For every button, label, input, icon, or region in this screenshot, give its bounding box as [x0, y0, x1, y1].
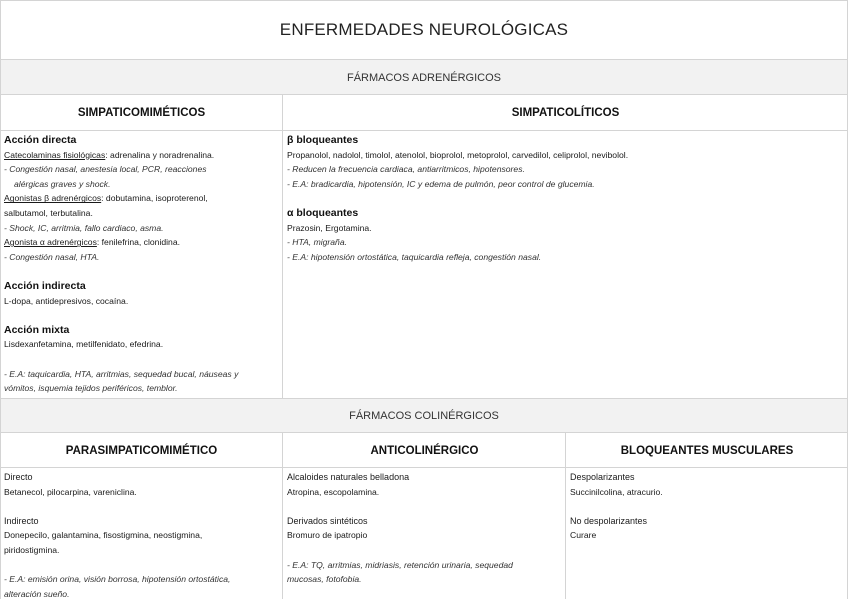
anticholinergic-adverse-effects-cont: mucosas, fotofobia. — [287, 574, 362, 585]
beta-agonists-label: Agonistas β adrenérgicos — [4, 193, 102, 204]
divider — [0, 59, 848, 60]
beta-agonists-text: : dobutamina, isoproterenol, — [101, 193, 208, 204]
alpha-blockers-text: Prazosin, Ergotamina. — [287, 222, 372, 233]
sympathomimetic-adverse-effects: - E.A: taquicardia, HTA, arritmias, sequedad bucal, náuseas y — [4, 368, 239, 379]
alpha-blockers-bullet-2: - E.A: hipotensión ortostática, taquicardia refleja, congestión nasal. — [287, 251, 542, 262]
parasympathomimetic-header: PARASIMPATICOMIMÉTICO — [65, 444, 218, 457]
alpha-agonists-text: : fenilefrina, clonidina. — [96, 237, 180, 248]
divider — [0, 398, 848, 399]
alpha-agonists-label: Agonista α adrenérgicos — [4, 237, 97, 248]
alpha-blockers-heading: α bloqueantes — [287, 206, 359, 219]
alpha-blockers-bullet-1: - HTA, migraña. — [287, 237, 348, 248]
mixed-action-text: Lisdexanfetamina, metilfenidato, efedrina. — [4, 339, 164, 350]
parasympathomimetic-cell — [4, 470, 280, 601]
indirect-action-heading: Acción indirecta — [4, 279, 86, 292]
sympathomimetic-adverse-effects-cont: vómitos, isquemia tejidos periféricos, temblor. — [4, 383, 178, 394]
catecholamines-bullet: - Congestión nasal, anestesia local, PCR, reacciones — [4, 164, 207, 175]
belladonna-heading: Alcaloides naturales belladona — [287, 472, 410, 482]
divider — [0, 130, 848, 131]
divider — [282, 95, 283, 398]
beta-blockers-text: Propanolol, nadolol, timolol, atenolol, bioprolol, metoprolol, carvedilol, celiprolol, nevibolol. — [287, 149, 629, 160]
cholinergic-section-band: FÁRMACOS COLINÉRGICOS — [0, 399, 848, 433]
border-top — [0, 0, 848, 1]
muscle-blockers-cell — [570, 470, 844, 543]
catecholamines-bullet-cont: alérgicas graves y shock. — [14, 178, 111, 189]
parasympathomimetic-adverse-effects-cont: alteración sueño. — [4, 588, 70, 599]
indirect-action-text: L-dopa, antidepresivos, cocaína. — [4, 295, 129, 306]
sympatholytic-cell — [287, 133, 843, 264]
direct-heading: Directo — [4, 472, 33, 482]
beta-agonists-text-cont: salbutamol, terbutalina. — [4, 207, 93, 218]
alpha-agonists-bullet: - Congestión nasal, HTA. — [4, 251, 100, 262]
synthetic-heading: Derivados sintéticos — [287, 515, 368, 526]
divider — [282, 433, 283, 599]
catecholamines-line — [4, 148, 280, 163]
border-left — [0, 0, 1, 599]
depolarizing-text: Succinilcolina, atracurio. — [570, 486, 663, 497]
alpha-agonists-line — [4, 235, 280, 250]
depolarizing-heading: Despolarizantes — [570, 472, 635, 482]
beta-agonists-line — [4, 191, 280, 206]
beta-blockers-bullet-2: - E.A: bradicardia, hipotensión, IC y edema de pulmón, peor control de glucemia. — [287, 178, 595, 189]
direct-action-heading: Acción directa — [4, 134, 77, 146]
indirect-text-cont: piridostigmina. — [4, 544, 60, 555]
divider — [0, 94, 848, 95]
indirect-text: Donepecilo, galantamina, fisostigmina, neostigmina, — [4, 530, 203, 541]
synthetic-text: Bromuro de ipatropio — [287, 530, 368, 541]
beta-blockers-heading: β bloqueantes — [287, 134, 359, 146]
sympathomimetic-header: SIMPATICOMIMÉTICOS — [77, 106, 206, 119]
anticholinergic-adverse-effects: - E.A: TQ, arritmias, midriasis, retención urinaria, sequedad — [287, 559, 513, 570]
parasympathomimetic-adverse-effects: - E.A: emisión orina, visión borrosa, hipotensión ortostática, — [4, 574, 231, 585]
nondepolarizing-text: Curare — [570, 530, 597, 541]
divider — [565, 433, 566, 599]
catecholamines-label: Catecolaminas fisiológicas — [4, 149, 106, 160]
direct-text: Betanecol, pilocarpina, vareniclina. — [4, 486, 137, 497]
sympathomimetic-cell — [4, 133, 280, 396]
indirect-heading: Indirecto — [4, 515, 39, 526]
sympatholytic-header: SIMPATICOLÍTICOS — [511, 106, 620, 119]
divider — [0, 467, 848, 468]
beta-agonists-bullet: - Shock, IC, arritmia, fallo cardiaco, asma. — [4, 222, 164, 233]
anticholinergic-header: ANTICOLINÉRGICO — [370, 444, 479, 457]
catecholamines-text: : adrenalina y noradrenalina. — [105, 149, 215, 160]
nondepolarizing-heading: No despolarizantes — [570, 515, 648, 526]
beta-blockers-bullet-1: - Reducen la frecuencia cardiaca, antiarritmicos, hipotensores. — [287, 164, 525, 175]
page-title: ENFERMEDADES NEUROLÓGICAS — [279, 20, 569, 39]
mixed-action-heading: Acción mixta — [4, 323, 70, 336]
belladonna-text: Atropina, escopolamina. — [287, 486, 380, 497]
muscle-blockers-header: BLOQUEANTES MUSCULARES — [620, 444, 794, 457]
anticholinergic-cell — [287, 470, 562, 587]
divider — [0, 432, 848, 433]
adrenergic-section-band: FÁRMACOS ADRENÉRGICOS — [0, 60, 848, 95]
